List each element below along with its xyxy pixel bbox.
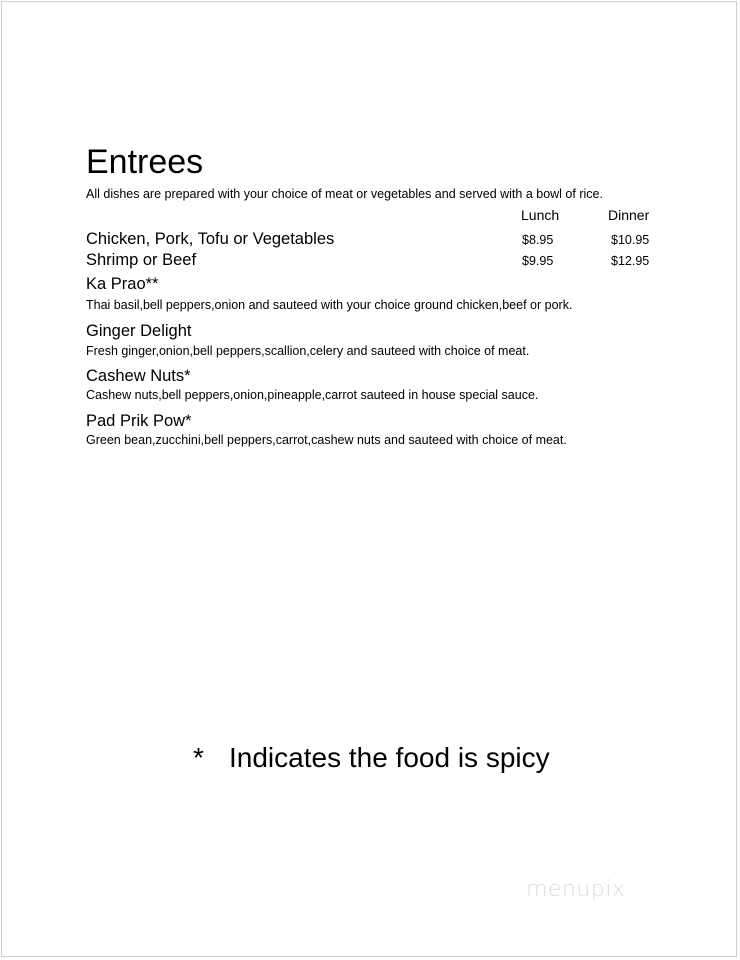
price-row-label: Shrimp or Beef: [86, 251, 197, 269]
price-lunch: $8.95: [522, 233, 554, 247]
price-row-label: Chicken, Pork, Tofu or Vegetables: [86, 230, 335, 248]
watermark-logo: menupix: [526, 877, 626, 902]
spicy-symbol: *: [193, 742, 204, 773]
dish-name: Ginger Delight: [86, 322, 192, 340]
price-dinner: $10.95: [611, 233, 650, 247]
dish-description: Cashew nuts,bell peppers,onion,pineapple,carrot sauteed in house special sauce.: [86, 388, 539, 402]
column-header-lunch: Lunch: [521, 207, 560, 223]
price-lunch: $9.95: [522, 254, 554, 268]
price-dinner: $12.95: [611, 254, 650, 268]
spicy-footnote: [193, 740, 550, 776]
dish-name: Ka Prao**: [86, 275, 159, 293]
dish-name: Cashew Nuts*: [86, 367, 191, 385]
column-header-dinner: Dinner: [608, 207, 650, 223]
dish-description: Fresh ginger,onion,bell peppers,scallion,celery and sauteed with choice of meat.: [86, 344, 530, 358]
page-title: Entrees: [86, 143, 204, 181]
dish-description: Green bean,zucchini,bell peppers,carrot,cashew nuts and sauteed with choice of meat.: [86, 433, 567, 447]
spicy-footnote-text: Indicates the food is spicy: [229, 742, 550, 773]
dish-name: Pad Prik Pow*: [86, 412, 192, 430]
dish-description: Thai basil,bell peppers,onion and sauteed with your choice ground chicken,beef or pork.: [86, 298, 573, 312]
menu-subtitle: All dishes are prepared with your choice of meat or vegetables and served with a bowl of rice.: [86, 187, 603, 201]
